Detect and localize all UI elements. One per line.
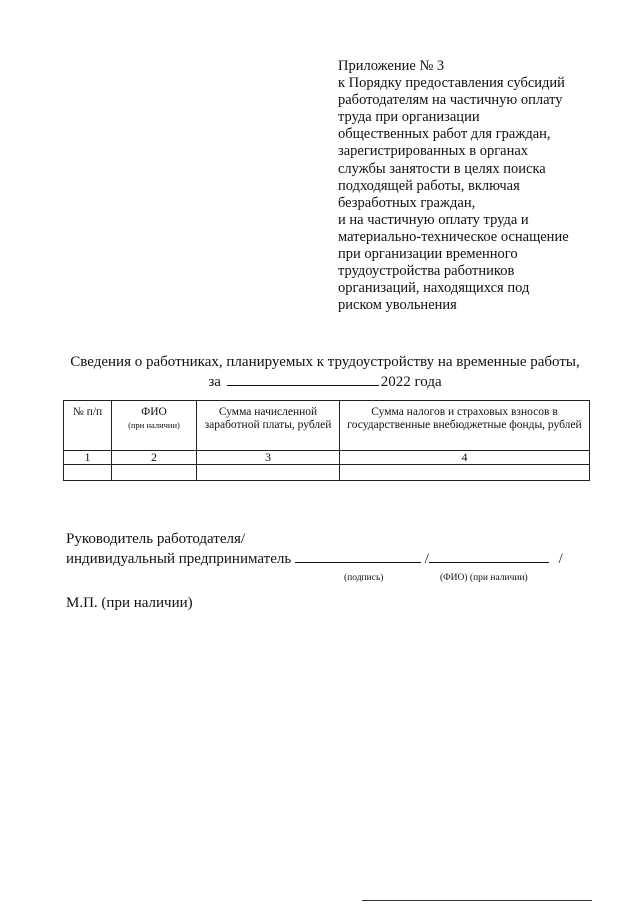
caption-fio: (ФИО) (при наличии) [440, 573, 528, 583]
period-prefix: за [208, 374, 221, 390]
caption-signature: (подпись) [344, 573, 384, 583]
header-fio-note: (при наличии) [128, 420, 180, 430]
header-fio [112, 401, 197, 451]
appendix-line: безработных граждан, [338, 194, 476, 211]
period-blank-field[interactable] [227, 371, 379, 386]
appendix-line: к Порядку предоставления субсидий [338, 75, 565, 92]
appendix-line: и на частичную оплату труда и [338, 211, 529, 228]
signature-role-line2 [66, 548, 586, 568]
appendix-line: работодателям на частичную оплату [338, 92, 563, 109]
appendix-line: риском увольнения [338, 297, 457, 314]
header-fio-label: ФИО [141, 406, 167, 418]
signature-field[interactable] [295, 548, 421, 563]
appendix-line: при организации временного [338, 246, 518, 263]
index-cell: 2 [112, 451, 197, 465]
index-cell: 3 [197, 451, 340, 465]
appendix-line: материально-техническое оснащение [338, 228, 569, 245]
signature-block [66, 530, 586, 582]
table-cell[interactable] [64, 465, 112, 481]
heading-title: Сведения о работниках, планируемых к трудоустройству на временные работы, [70, 354, 580, 370]
table-cell[interactable] [340, 465, 590, 481]
signature-captions [66, 568, 586, 582]
bottom-rule [362, 900, 592, 901]
table-header-row [64, 401, 590, 451]
appendix-line: трудоустройства работников [338, 263, 515, 280]
index-cell: 1 [64, 451, 112, 465]
header-taxes: Сумма налогов и страховых взносов в государственные внебюджетные фонды, рублей [340, 401, 590, 451]
appendix-line: общественных работ для граждан, [338, 126, 551, 143]
fio-field[interactable] [429, 548, 549, 563]
appendix-line: службы занятости в целях поиска [338, 160, 546, 177]
table-cell[interactable] [197, 465, 340, 481]
appendix-block [338, 58, 618, 314]
document-heading [40, 353, 610, 391]
signature-separator-end: / [558, 551, 563, 567]
workers-table [63, 400, 590, 481]
heading-period [40, 371, 610, 391]
signature-role-line1: Руководитель работодателя/ [66, 531, 246, 547]
appendix-line: зарегистрированных в органах [338, 143, 529, 160]
header-num: № п/п [64, 401, 112, 451]
index-cell: 4 [340, 451, 590, 465]
table-cell[interactable] [112, 465, 197, 481]
table-row [64, 465, 590, 481]
table-index-row [64, 451, 590, 465]
signature-role-label: индивидуальный предприниматель [66, 551, 292, 567]
signature-separator: / [424, 551, 429, 567]
appendix-line: труда при организации [338, 109, 480, 126]
appendix-line: Приложение № 3 [338, 58, 445, 74]
appendix-line: организаций, находящихся под [338, 280, 530, 297]
appendix-line: подходящей работы, включая [338, 177, 520, 194]
stamp-label: М.П. (при наличии) [66, 595, 193, 611]
header-salary: Сумма начисленной заработной платы, рублей [197, 401, 340, 451]
period-suffix: 2022 года [380, 374, 442, 390]
